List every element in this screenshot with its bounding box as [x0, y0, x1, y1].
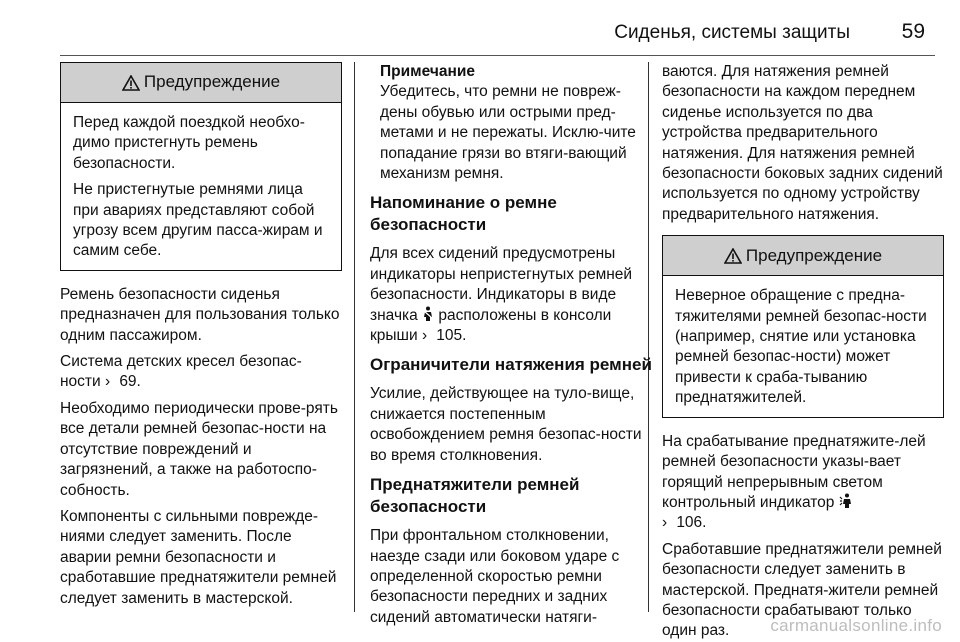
- paragraph-text: расположены в консоли крыши: [370, 306, 612, 345]
- warning-header: [663, 236, 943, 276]
- warning-title: Предупреждение: [143, 72, 281, 92]
- paragraph: ваются. Для натяжения ремней безопасности на каждом переднем сиденье используется по два устройства предварительного натяжения. Для натяжения ремней безопасности боковых задних сидений используется по одному устройству предварительного натяжения.: [662, 63, 943, 223]
- column-3: [662, 62, 944, 642]
- warning-text: Не пристегнутые ремнями лица при авариях представляют собой угрозу всем другим пасса-жирам и самим себе.: [73, 181, 323, 260]
- warning-title: Предупреждение: [745, 245, 883, 265]
- page-number: 59: [901, 20, 925, 43]
- warning-text: Неверное обращение с предна-тяжителями ремней безопас-ности (например, снятие или установка ремней безопас-ности) может привести к сраба-тыванию преднатяжителей.: [675, 287, 927, 407]
- column-divider: [354, 62, 355, 612]
- page-reference[interactable]: 105.: [436, 327, 467, 345]
- watermark: carmanualsonline.info: [770, 616, 942, 635]
- seatbelt-icon: [422, 306, 434, 322]
- section-title: Преднатяжители ремней безопасности: [370, 475, 580, 517]
- warning-triangle-icon: [724, 248, 742, 264]
- warning-box: [662, 235, 944, 417]
- page-reference[interactable]: 69.: [119, 373, 141, 391]
- paragraph: [60, 352, 342, 393]
- warning-body: [663, 276, 943, 416]
- section-title: Ограничители натяжения ремней: [370, 355, 652, 375]
- note-text: Убедитесь, что ремни не повреж-дены обувью или острыми пред-метами и не пережаты. Исклю-чите попадание грязи во втяги-вающий механизм ремня.: [380, 83, 636, 183]
- warning-header: [61, 63, 341, 103]
- warning-triangle-icon: [122, 75, 140, 91]
- note-title: Примечание: [380, 63, 475, 80]
- paragraph: Компоненты с сильными поврежде-ниями следует заменить. После аварии ремни безопасности и сработавшие преднатяжители ремней следует заменить в мастерской.: [60, 507, 337, 607]
- warning-text: Перед каждой поездкой необхо-димо пристегнуть ремень безопасности.: [73, 114, 305, 172]
- header-rule: [60, 55, 935, 56]
- seatbelt-pretensioner-icon: [839, 493, 853, 509]
- column-2: [370, 62, 652, 634]
- note-block: [370, 62, 652, 184]
- warning-box: [60, 62, 342, 271]
- paragraph-text: Для всех сидений предусмотрены индикаторы непристегнутых ремней безопасности. Индикаторы в виде значка: [370, 245, 633, 324]
- paragraph-text: Система детских кресел безопас-ности: [60, 353, 302, 391]
- page-reference-arrow-icon: ›: [421, 327, 428, 345]
- paragraph-text: На срабатывание преднатяжите-лей ремней безопасности указы-вает горящий непрерывным светом контрольный индикатор: [662, 432, 926, 511]
- section-title: Напоминание о ремне безопасности: [370, 193, 557, 235]
- page-reference[interactable]: 106.: [676, 514, 707, 532]
- page-reference-arrow-icon: ›: [662, 514, 668, 532]
- paragraph: При фронтальном столкновении, наезде сзади или боковом ударе с определенной скоростью ремни безопасности передних и задних сидений автоматически натяги-: [370, 527, 620, 626]
- column-1: [60, 62, 342, 615]
- paragraph: Сработавшие преднатяжители ремней безопасности следует заменить в мастерской. Преднатя-жители ремней безопасности срабатывают только один раз.: [662, 540, 942, 640]
- page-reference-arrow-icon: ›: [105, 373, 111, 391]
- paragraph: Ремень безопасности сиденья предназначен для пользования только одним пассажиром.: [60, 285, 340, 344]
- paragraph: [662, 432, 944, 534]
- warning-body: [61, 103, 341, 270]
- paragraph: Усилие, действующее на туло-вище, снижается постепенным освобождением ремня безопас-ности во время столкновения.: [370, 385, 642, 464]
- page-header-title: Сиденья, системы защиты: [614, 22, 850, 43]
- paragraph: Необходимо периодически прове-рять все детали ремней безопас-ности на отсутствие повреждений и загрязнений, а также на работоспо-собность.: [60, 399, 338, 499]
- paragraph: [370, 244, 652, 346]
